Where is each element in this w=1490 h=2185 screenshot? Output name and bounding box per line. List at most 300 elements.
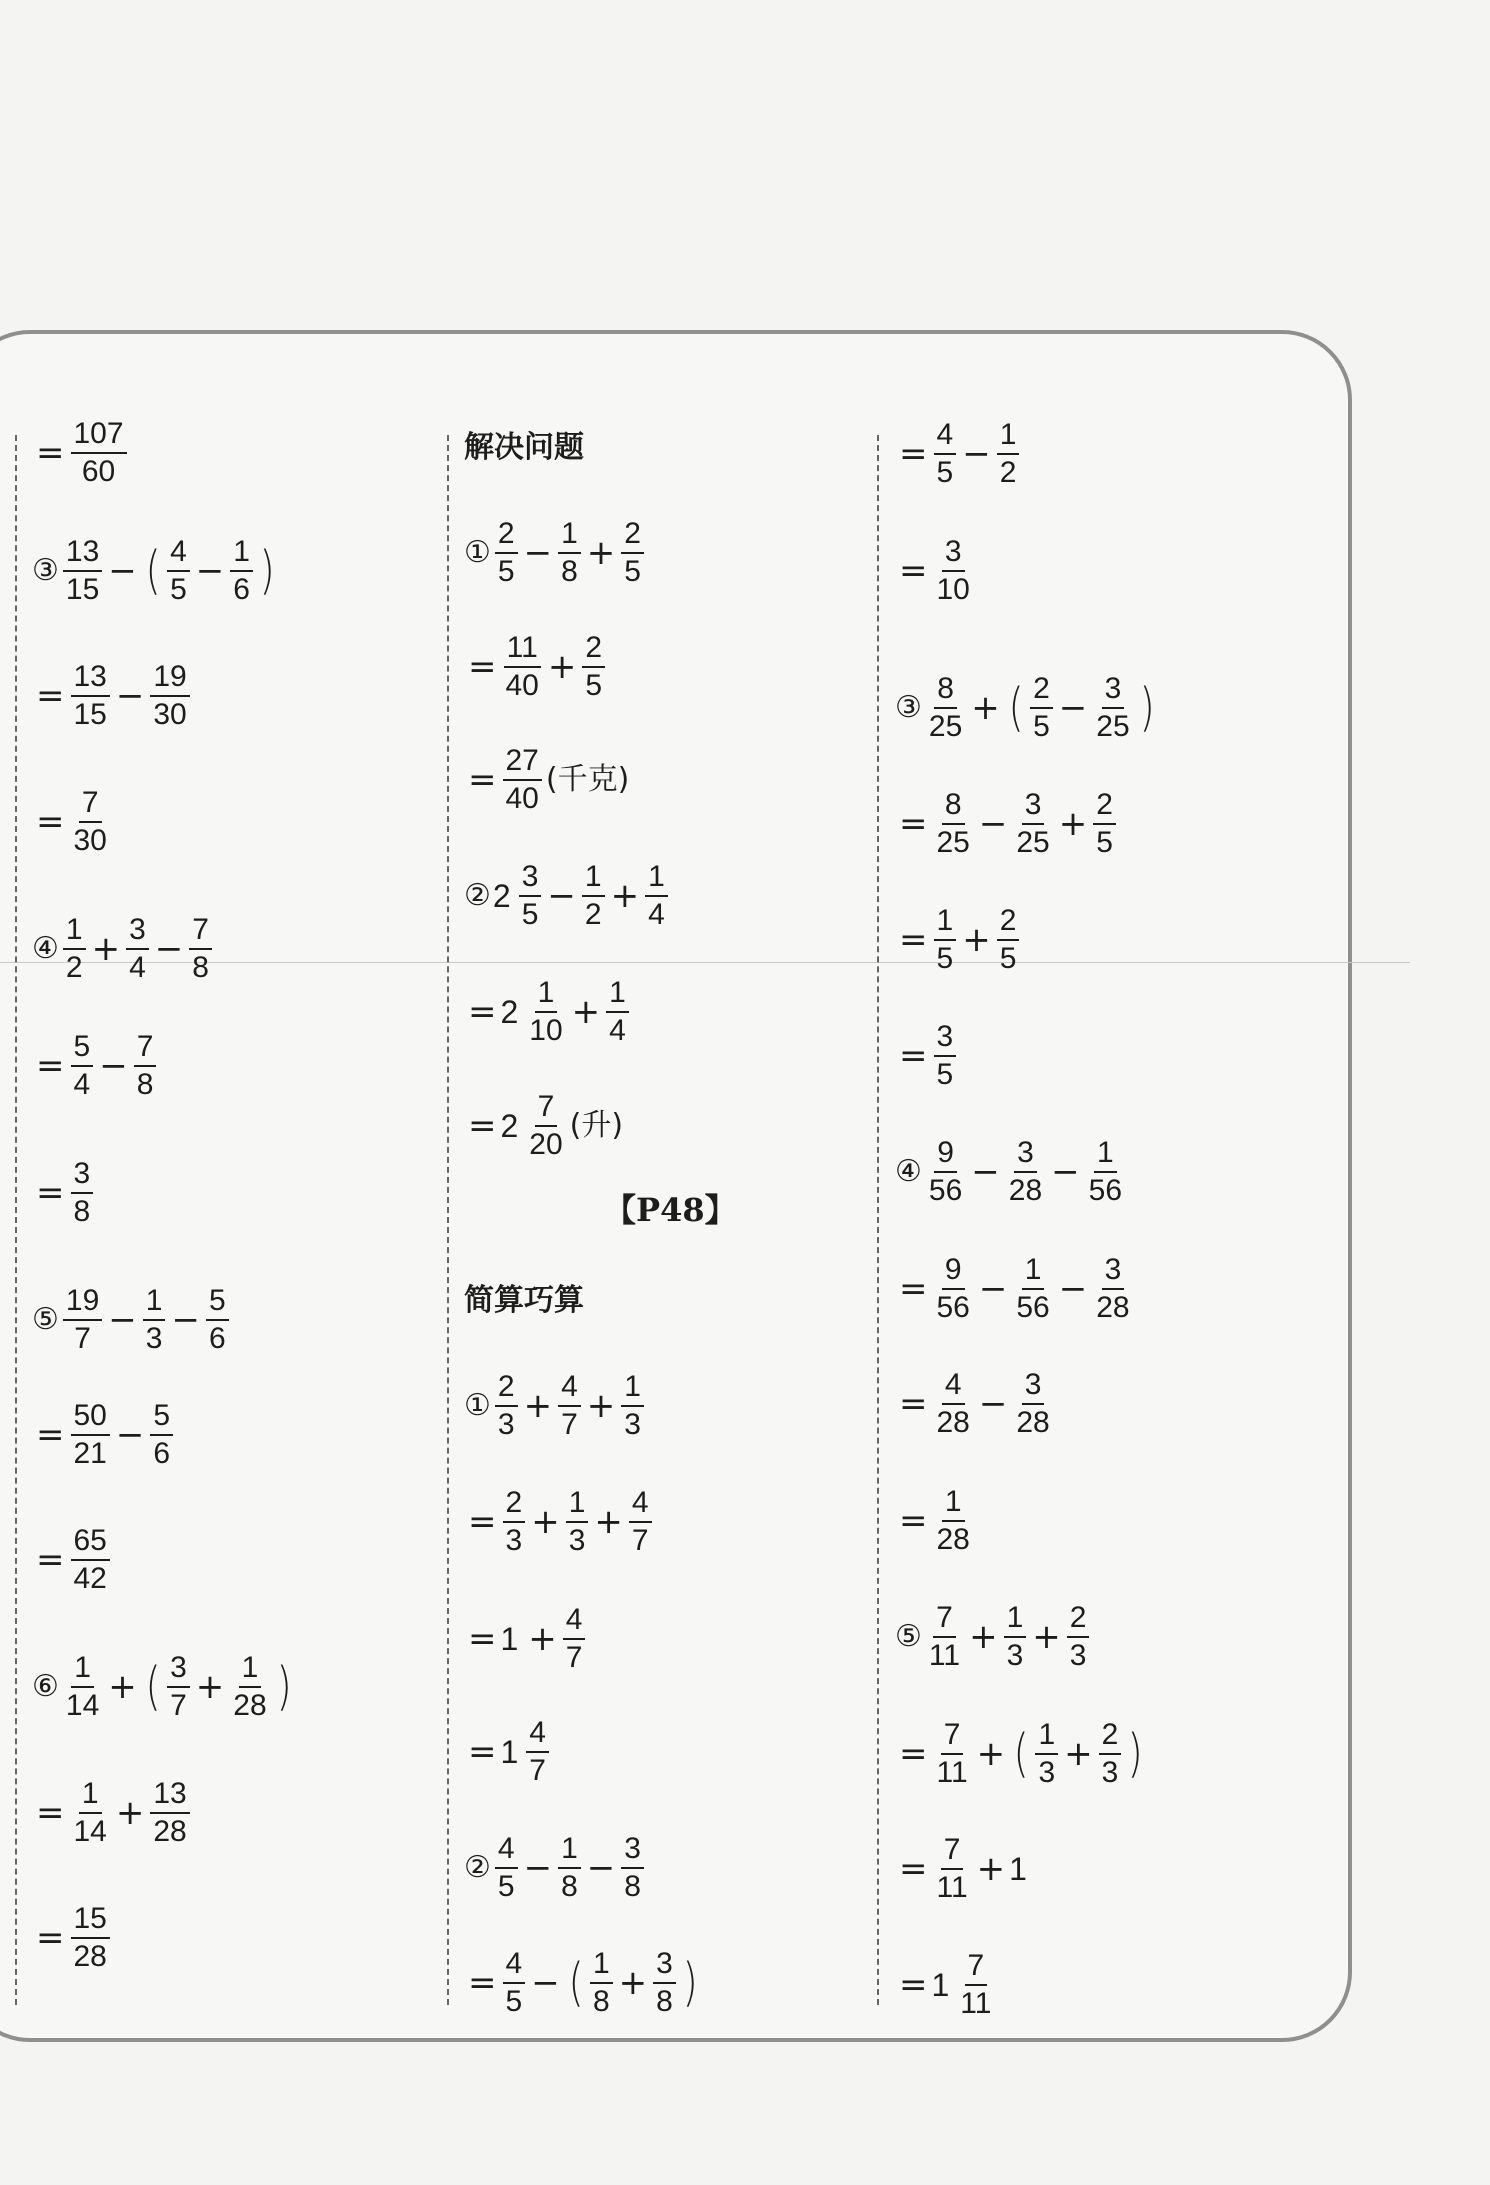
fraction — [189, 914, 212, 985]
fraction — [934, 419, 957, 490]
numerator: 1 — [79, 1778, 102, 1814]
numerator: 9 — [934, 1137, 957, 1173]
numerator: 1 — [934, 905, 957, 941]
math-line — [895, 673, 1159, 744]
fraction — [63, 1285, 102, 1356]
denominator: 6 — [208, 1322, 226, 1356]
operator: − — [971, 1152, 1000, 1193]
operator: − — [1051, 1152, 1080, 1193]
math-line — [604, 1191, 737, 1229]
numerator: 107 — [71, 418, 127, 454]
math-line — [32, 1158, 95, 1229]
operator: − — [1058, 688, 1088, 729]
fraction — [934, 1254, 973, 1325]
operator: − — [531, 1963, 560, 2004]
numerator: 7 — [535, 1091, 558, 1127]
operator: − — [586, 1848, 616, 1889]
numerator: 3 — [167, 1652, 190, 1688]
numerator: 2 — [1030, 673, 1053, 709]
numerator: 1 — [997, 419, 1020, 455]
denominator: 11 — [928, 1639, 961, 1673]
denominator: 40 — [505, 669, 539, 703]
numerator: 1 — [645, 861, 668, 897]
denominator: 7 — [74, 1322, 91, 1356]
denominator: 4 — [609, 1014, 626, 1048]
operator: = — [36, 1046, 65, 1087]
denominator: 28 — [233, 1689, 267, 1723]
numerator: 13 — [63, 536, 102, 572]
denominator: 8 — [656, 1985, 673, 2019]
numerator: 2 — [495, 518, 518, 554]
denominator: 11 — [960, 1987, 992, 2021]
fraction — [1030, 673, 1053, 744]
whole-number: 2 — [492, 878, 511, 915]
denominator: 10 — [936, 573, 970, 607]
denominator: 56 — [936, 1291, 970, 1325]
whole-number: 1 — [500, 1621, 519, 1658]
fraction — [566, 1487, 589, 1558]
numerator: 3 — [1022, 1369, 1045, 1405]
denominator: 7 — [561, 1408, 578, 1442]
operator: + — [91, 929, 121, 970]
fraction — [503, 632, 542, 703]
operator: − — [154, 929, 184, 970]
numerator: 3 — [519, 861, 542, 897]
math-line — [464, 977, 631, 1048]
operator: = — [899, 551, 928, 592]
operator: = — [468, 760, 497, 801]
item-marker: ⑤ — [32, 1302, 59, 1338]
denominator: 5 — [505, 1985, 523, 2019]
denominator: 25 — [1096, 710, 1130, 744]
fraction — [1013, 789, 1052, 860]
operator: = — [899, 920, 928, 961]
math-line — [464, 1604, 587, 1675]
fraction — [495, 518, 518, 589]
fraction — [1035, 1719, 1058, 1790]
operator: = — [36, 802, 65, 843]
denominator: 28 — [73, 1940, 107, 1974]
parenthesis: ) — [1139, 678, 1155, 739]
parenthesis: ( — [145, 541, 161, 602]
math-line — [32, 1652, 296, 1723]
denominator: 15 — [73, 698, 107, 732]
math-line — [464, 861, 670, 932]
math-line — [32, 536, 279, 607]
numerator: 7 — [933, 1602, 956, 1638]
denominator: 28 — [936, 1523, 970, 1557]
fraction — [653, 1948, 676, 2019]
denominator: 56 — [1016, 1291, 1050, 1325]
numerator: 1 — [535, 977, 558, 1013]
numerator: 2 — [1093, 789, 1116, 825]
math-line — [32, 1400, 175, 1471]
denominator: 3 — [497, 1408, 515, 1442]
numerator: 19 — [150, 661, 189, 697]
fraction — [997, 905, 1020, 976]
operator: + — [1058, 804, 1088, 845]
fraction — [926, 1602, 963, 1673]
denominator: 3 — [1101, 1756, 1119, 1790]
denominator: 2 — [65, 951, 83, 985]
fraction — [63, 1652, 102, 1723]
operator: + — [115, 1793, 145, 1834]
fraction — [934, 789, 973, 860]
operator: = — [468, 1732, 497, 1773]
fraction — [1006, 1137, 1045, 1208]
denominator: 5 — [497, 1870, 515, 1904]
fraction — [495, 1371, 518, 1442]
denominator: 4 — [648, 898, 665, 932]
operator: + — [971, 688, 1000, 729]
operator: + — [1064, 1734, 1093, 1775]
item-marker: ③ — [32, 553, 59, 589]
denominator: 30 — [73, 824, 107, 858]
numerator: 3 — [1022, 789, 1045, 825]
fraction — [1004, 1602, 1027, 1673]
denominator: 4 — [129, 951, 146, 985]
numerator: 5 — [206, 1285, 229, 1321]
operator: + — [528, 1619, 557, 1660]
fraction — [934, 536, 973, 607]
denominator: 5 — [624, 555, 641, 589]
numerator: 3 — [653, 1948, 676, 1984]
numerator: 7 — [941, 1719, 964, 1755]
math-line — [32, 661, 192, 732]
section-heading: 简算巧算 — [464, 1283, 584, 1318]
operator: = — [468, 1963, 497, 2004]
math-line — [895, 1719, 1148, 1790]
operator: − — [99, 1046, 128, 1087]
denominator: 7 — [565, 1641, 583, 1675]
operator: = — [899, 804, 928, 845]
fraction — [71, 1031, 94, 1102]
fraction — [1013, 1254, 1052, 1325]
operator: + — [586, 1386, 616, 1427]
math-line — [32, 914, 214, 985]
fraction — [503, 745, 542, 816]
denominator: 8 — [624, 1870, 641, 1904]
operator: = — [899, 1965, 928, 2006]
denominator: 28 — [1096, 1291, 1130, 1325]
denominator: 56 — [928, 1174, 963, 1208]
operator: + — [108, 1667, 137, 1708]
numerator: 9 — [942, 1254, 965, 1290]
denominator: 25 — [1016, 826, 1050, 860]
fraction — [582, 632, 605, 703]
operator: = — [899, 1501, 928, 1542]
numerator: 3 — [1102, 673, 1125, 709]
fraction — [934, 1021, 957, 1092]
numerator: 3 — [1102, 1254, 1125, 1290]
fraction — [71, 1903, 110, 1974]
parenthesis: ) — [682, 1953, 698, 2014]
fraction — [926, 673, 965, 744]
section-heading: 解决问题 — [464, 430, 584, 465]
parenthesis: ) — [259, 541, 275, 602]
denominator: 21 — [73, 1437, 107, 1471]
operator: = — [899, 1269, 928, 1310]
math-line — [464, 745, 629, 816]
math-line — [464, 430, 584, 465]
fraction — [63, 536, 102, 607]
operator: − — [978, 1269, 1008, 1310]
numerator: 1 — [71, 1652, 94, 1688]
denominator: 25 — [936, 826, 970, 860]
operator: − — [115, 1415, 145, 1456]
denominator: 30 — [153, 698, 187, 732]
operator: + — [1032, 1617, 1061, 1658]
denominator: 7 — [529, 1754, 546, 1788]
operator: − — [195, 551, 225, 592]
numerator: 15 — [71, 1903, 110, 1939]
denominator: 5 — [497, 555, 515, 589]
numerator: 3 — [942, 536, 965, 572]
denominator: 7 — [170, 1689, 187, 1723]
denominator: 6 — [153, 1437, 171, 1471]
fraction — [1093, 1254, 1132, 1325]
fraction — [71, 418, 127, 489]
numerator: 4 — [503, 1948, 526, 1984]
operator: = — [899, 1734, 928, 1775]
item-marker: ⑥ — [32, 1669, 59, 1705]
item-marker: ⑤ — [895, 1619, 922, 1655]
fraction — [150, 661, 189, 732]
numerator: 4 — [526, 1717, 549, 1753]
page-label: 【P48】 — [604, 1191, 737, 1229]
operator: + — [962, 920, 991, 961]
operator: = — [468, 992, 497, 1033]
fraction — [1093, 789, 1116, 860]
numerator: 1 — [566, 1487, 589, 1523]
fraction — [934, 1834, 971, 1905]
item-marker: ① — [464, 1388, 491, 1424]
fraction — [558, 1833, 581, 1904]
numerator: 1 — [230, 536, 253, 572]
denominator: 28 — [936, 1406, 970, 1440]
math-line — [32, 1285, 231, 1356]
numerator: 7 — [79, 787, 102, 823]
numerator: 2 — [1099, 1719, 1122, 1755]
parenthesis: ) — [276, 1657, 292, 1718]
denominator: 5 — [936, 942, 954, 976]
numerator: 13 — [71, 661, 110, 697]
math-line — [895, 1950, 996, 2021]
math-line — [464, 1091, 623, 1162]
denominator: 11 — [936, 1756, 968, 1790]
operator: = — [36, 1793, 65, 1834]
numerator: 50 — [71, 1400, 110, 1436]
denominator: 3 — [568, 1524, 586, 1558]
numerator: 1 — [942, 1486, 965, 1522]
math-line — [895, 905, 1021, 976]
numerator: 3 — [1014, 1137, 1037, 1173]
numerator: 7 — [941, 1834, 964, 1870]
numerator: 19 — [63, 1285, 102, 1321]
numerator: 1 — [558, 518, 581, 554]
numerator: 1 — [582, 861, 605, 897]
operator: − — [978, 1384, 1008, 1425]
numerator: 4 — [167, 536, 190, 572]
denominator: 2 — [999, 456, 1017, 490]
numerator: 1 — [1094, 1137, 1117, 1173]
fraction — [526, 1091, 565, 1162]
denominator: 5 — [936, 456, 954, 490]
fraction — [1099, 1719, 1122, 1790]
fraction — [71, 1158, 94, 1229]
numerator: 3 — [621, 1833, 644, 1869]
math-line — [464, 1283, 584, 1318]
denominator: 8 — [136, 1068, 154, 1102]
denominator: 8 — [192, 951, 209, 985]
operator: + — [610, 876, 640, 917]
fraction — [230, 1652, 269, 1723]
item-marker: ① — [464, 535, 491, 571]
numerator: 1 — [590, 1948, 613, 1984]
numerator: 5 — [71, 1031, 94, 1067]
numerator: 4 — [495, 1833, 518, 1869]
fraction — [143, 1285, 166, 1356]
denominator: 42 — [73, 1562, 107, 1596]
denominator: 2 — [584, 898, 602, 932]
math-line — [32, 1031, 158, 1102]
fraction — [1093, 673, 1132, 744]
item-marker: ② — [464, 878, 491, 914]
numerator: 1 — [63, 914, 86, 950]
column-divider-2 — [447, 435, 449, 2005]
operator: = — [36, 1415, 65, 1456]
operator: = — [36, 1173, 65, 1214]
operator: + — [531, 1502, 560, 1543]
item-marker: ③ — [895, 690, 922, 726]
operator: − — [978, 804, 1008, 845]
operator: + — [571, 992, 601, 1033]
operator: − — [962, 434, 991, 475]
denominator: 8 — [561, 1870, 578, 1904]
fraction — [150, 1778, 189, 1849]
fraction — [934, 905, 957, 976]
fraction — [934, 1719, 971, 1790]
denominator: 60 — [81, 455, 116, 489]
fraction — [957, 1950, 994, 2021]
numerator: 4 — [629, 1487, 652, 1523]
fraction — [621, 1371, 644, 1442]
denominator: 5 — [521, 898, 539, 932]
denominator: 3 — [624, 1408, 641, 1442]
math-line — [464, 632, 607, 703]
operator: = — [36, 433, 65, 474]
numerator: 7 — [189, 914, 212, 950]
operator: = — [36, 1540, 65, 1581]
fraction — [71, 661, 110, 732]
operator: + — [523, 1386, 553, 1427]
operator: = — [468, 1619, 497, 1660]
fraction — [503, 1487, 526, 1558]
denominator: 10 — [529, 1014, 563, 1048]
fraction — [206, 1285, 229, 1356]
fraction — [503, 1948, 526, 2019]
fraction — [134, 1031, 157, 1102]
denominator: 28 — [1008, 1174, 1043, 1208]
numerator: 2 — [503, 1487, 526, 1523]
numerator: 1 — [606, 977, 629, 1013]
denominator: 4 — [73, 1068, 91, 1102]
fraction — [526, 1717, 549, 1788]
operator: = — [899, 1036, 928, 1077]
numerator: 1 — [143, 1285, 166, 1321]
operator: − — [108, 551, 137, 592]
parenthesis: ( — [145, 1657, 161, 1718]
fraction — [997, 419, 1020, 490]
denominator: 56 — [1088, 1174, 1123, 1208]
math-line — [464, 1487, 654, 1558]
denominator: 15 — [65, 573, 100, 607]
fraction — [495, 1833, 518, 1904]
numerator: 4 — [934, 419, 957, 455]
numerator: 7 — [134, 1031, 157, 1067]
numerator: 2 — [621, 518, 644, 554]
denominator: 8 — [73, 1195, 91, 1229]
numerator: 7 — [965, 1950, 988, 1986]
fraction — [71, 1778, 110, 1849]
operator: − — [523, 1848, 553, 1889]
fraction — [934, 1486, 973, 1557]
numerator: 65 — [71, 1525, 110, 1561]
operator: + — [594, 1502, 623, 1543]
denominator: 5 — [1033, 710, 1050, 744]
numerator: 1 — [621, 1371, 644, 1407]
fraction — [526, 977, 565, 1048]
fraction — [926, 1137, 965, 1208]
denominator: 3 — [1038, 1756, 1056, 1790]
fraction — [71, 787, 110, 858]
parenthesis: ( — [1008, 678, 1024, 739]
math-line — [32, 1525, 112, 1596]
math-line — [895, 1021, 958, 1092]
operator: + — [969, 1617, 998, 1658]
denominator: 40 — [505, 782, 539, 816]
denominator: 3 — [505, 1524, 523, 1558]
fraction — [230, 536, 253, 607]
operator: = — [468, 1502, 497, 1543]
denominator: 5 — [999, 942, 1017, 976]
denominator: 5 — [585, 669, 603, 703]
operator: + — [547, 647, 577, 688]
numerator: 27 — [503, 745, 542, 781]
operator: = — [899, 1849, 928, 1890]
math-line — [895, 536, 975, 607]
denominator: 28 — [153, 1815, 187, 1849]
fraction — [1067, 1602, 1090, 1673]
fraction — [645, 861, 668, 932]
fraction — [590, 1948, 613, 2019]
item-marker: ② — [464, 1850, 491, 1886]
fraction — [126, 914, 149, 985]
numerator: 1 — [1035, 1719, 1058, 1755]
fraction — [519, 861, 542, 932]
operator: + — [976, 1849, 1006, 1890]
operator: − — [171, 1300, 200, 1341]
fraction — [167, 1652, 190, 1723]
parenthesis: ) — [1127, 1724, 1144, 1785]
fraction — [150, 1400, 173, 1471]
denominator: 20 — [529, 1128, 563, 1162]
operator: − — [547, 876, 576, 917]
numerator: 2 — [582, 632, 605, 668]
fraction — [934, 1369, 973, 1440]
fraction — [629, 1487, 652, 1558]
denominator: 5 — [1096, 826, 1113, 860]
